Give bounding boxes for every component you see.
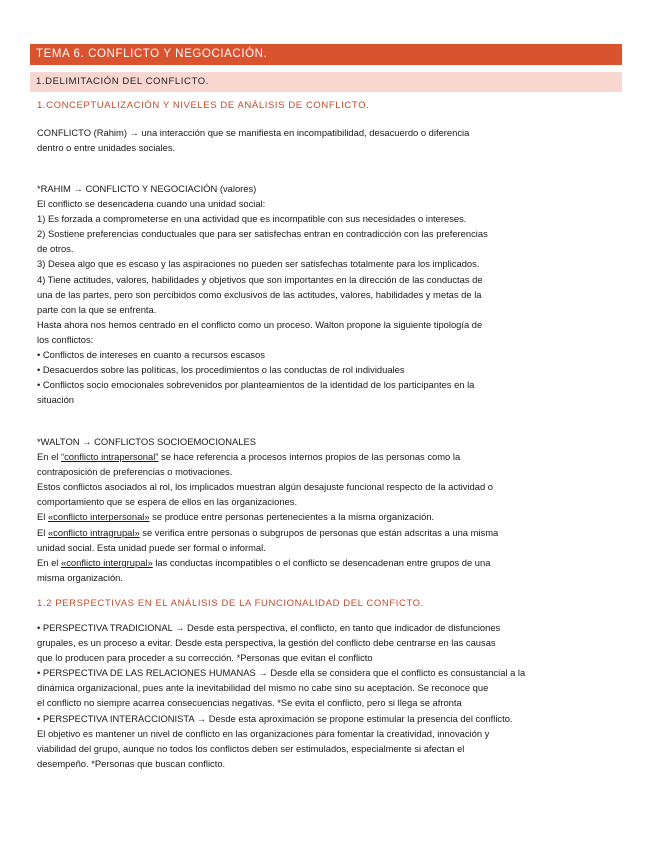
text-line: • PERSPECTIVA INTERACCIONISTA → Desde esta aproximación se propone estimular la presencia del conflicto. (37, 712, 513, 724)
text-line: El conflicto se desencadena cuando una unidad social: (37, 198, 266, 210)
text-line: unidad social. Esta unidad puede ser formal o informal. (37, 541, 266, 553)
text-line: • Conflictos de intereses en cuanto a recursos escasos (37, 349, 265, 361)
text-line: En el «conflicto intergrupal» las conductas incompatibles o el conflicto se desencadenan entre grupos de una (37, 556, 491, 568)
text-line: El «conflicto intragrupal» se verifica entre personas o subgrupos de personas que están adscritas a una misma (37, 526, 499, 538)
text-line: 1) Es forzada a comprometerse en una actividad que es incompatible con sus necesidades o intereses. (37, 213, 467, 225)
text-line: de otros. (37, 243, 74, 255)
text-line: que lo producen para proceder a su corrección. *Personas que evitan el conflicto (37, 652, 373, 664)
text-line: 2) Sostiene preferencias conductuales que para ser satisfechas entran en contradicción con las preferencias (37, 228, 488, 240)
term-intergrupal: «conflicto intergrupal» (60, 556, 153, 568)
text-line: contraposición de preferencias o motivaciones. (37, 466, 233, 478)
text-line: En el “conflicto intrapersonal” se hace referencia a procesos internos propios de las personas como la (37, 451, 461, 463)
text-line: los conflictos: (37, 333, 94, 345)
text-line: 4) Tiene actitudes, valores, habilidades y objetivos que son importantes en la dirección de las conductas de (37, 273, 483, 285)
text-line: Hasta ahora nos hemos centrado en el conflicto como un proceso. Walton propone la siguiente tipología de (37, 318, 483, 330)
text-line: • Conflictos socio emocionales sobrevenidos por planteamientos de la identidad de los participantes en la (37, 379, 475, 391)
definition-paragraph (37, 125, 612, 155)
text-line: • PERSPECTIVA DE LAS RELACIONES HUMANAS → Desde ella se considera que el conflicto es consustancial a la (37, 667, 526, 679)
term-intrapersonal: “conflicto intrapersonal” (60, 451, 159, 463)
text-line: el conflicto no siempre acarrea consecuencias negativas. *Se evita el conflicto, pero si llega se afronta (37, 697, 462, 709)
text-line: El «conflicto interpersonal» se produce entre personas pertenecientes a la misma organización. (37, 511, 435, 523)
rahim-paragraph (37, 181, 612, 407)
text-line: una de las partes, pero son percibidos como exclusivos de las actitudes, valores, habilidades y metas de la (37, 288, 482, 300)
term-interpersonal: «conflicto interpersonal» (47, 511, 150, 523)
subsection-heading-2: 1.2 PERSPECTIVAS EN EL ANÁLISIS DE LA FUNCIONALIDAD DEL CONFICTO. (37, 598, 424, 609)
text-line: Estos conflictos asociados al rol, los implicados muestran algún desajuste funcional respecto de la actividad o (37, 481, 493, 493)
text-line: parte con la que se enfrenta. (37, 303, 157, 315)
perspectives-paragraph (37, 620, 612, 771)
subsection-heading-1: 1.CONCEPTUALIZACIÓN Y NIVELES DE ANÁLISIS DE CONFLICTO. (37, 100, 370, 111)
text-line: • Desacuerdos sobre las políticas, los procedimientos o las conductas de rol individuales (37, 364, 405, 376)
walton-paragraph (37, 434, 612, 585)
text-line: CONFLICTO (Rahim) → una interacción que se manifiesta en incompatibilidad, desacuerdo o diferencia (37, 127, 470, 138)
section-heading: 1.DELIMITACIÓN DEL CONFLICTO. (30, 72, 622, 92)
text-line: dinámica organizacional, pues ante la inevitabilidad del mismo no cabe sino su aceptación. Se reconoce que (37, 682, 489, 694)
text-line: desempeño. *Personas que buscan conflicto. (37, 757, 226, 769)
text-line: • PERSPECTIVA TRADICIONAL → Desde esta perspectiva, el conflicto, en tanto que indicador de disfunciones (37, 622, 501, 633)
text-line: 3) Desea algo que es escaso y las aspiraciones no pueden ser satisfechas totalmente para los implicados. (37, 258, 480, 270)
text-line: *RAHIM → CONFLICTO Y NEGOCIACIÓN (valores) (37, 183, 257, 194)
topic-title: TEMA 6. CONFLICTO Y NEGOCIACIÓN. (30, 44, 622, 65)
text-line: misma organización. (37, 571, 123, 583)
text-line: viabilidad del grupo, aunque no todos los conflictos deben ser estimulados, especialmente si afectan el (37, 742, 465, 754)
text-line: situación (37, 394, 75, 406)
text-line: grupales, es un proceso a evitar. Desde esta perspectiva, la gestión del conflicto debe centrarse en las causas (37, 637, 496, 649)
text-line: comportamiento que se espera de ellos en las organizaciones. (37, 496, 298, 508)
walton-heading: *WALTON → CONFLICTOS SOCIOEMOCIONALES (37, 436, 256, 447)
term-intragrupal: «conflicto intragrupal» (47, 526, 140, 538)
text-line: dentro o entre unidades sociales. (37, 142, 176, 154)
text-line: El objetivo es mantener un nivel de conflicto en las organizaciones para fomentar la creatividad, innovación y (37, 727, 490, 739)
